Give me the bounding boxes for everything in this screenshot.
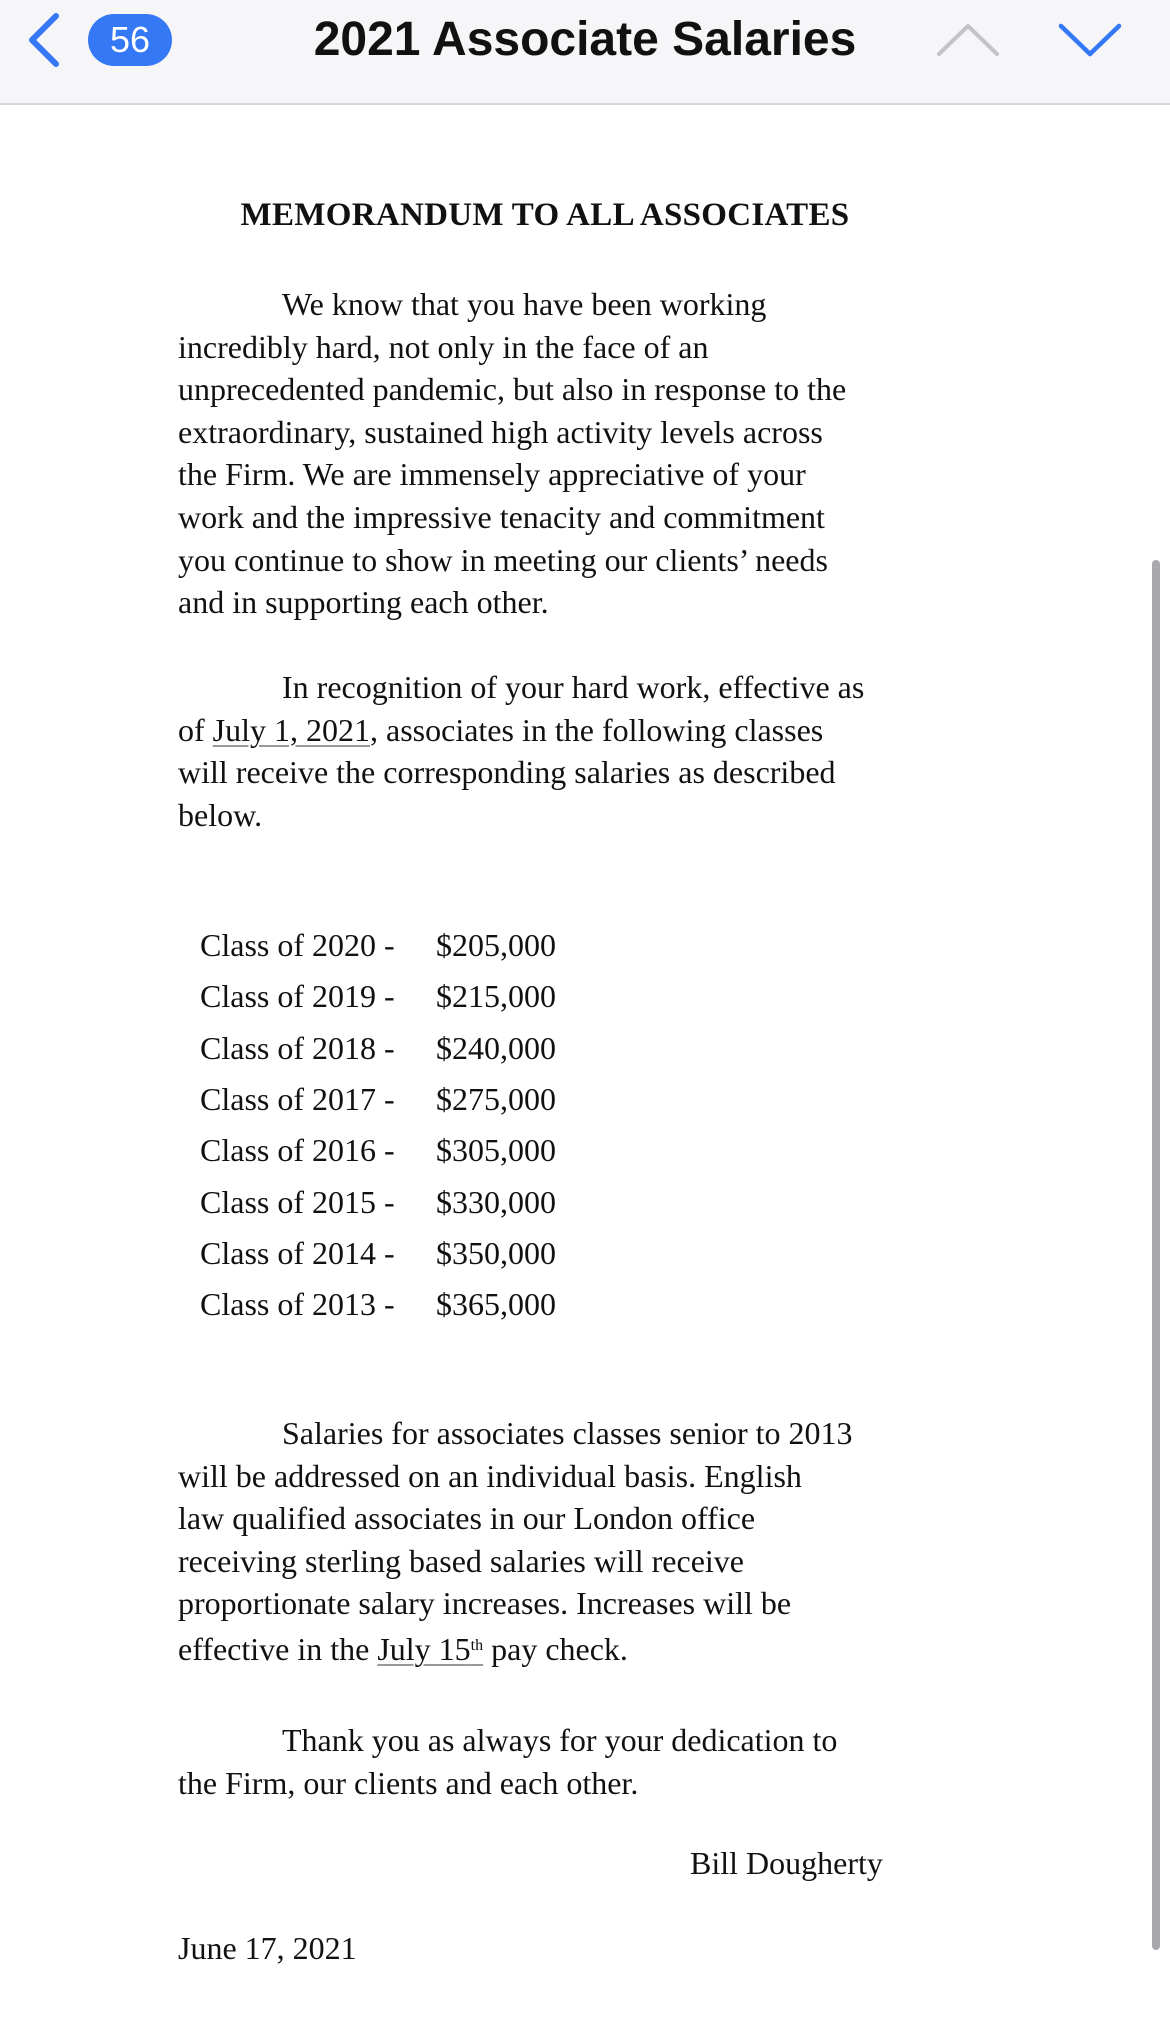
class-year: Class of 2018 - [200, 1029, 395, 1066]
text-line: will be addressed on an individual basis. English [178, 1457, 802, 1494]
memo-date: June 17, 2021 [178, 1930, 357, 1966]
message-count-badge[interactable]: 56 [88, 14, 172, 66]
text-line: receiving sterling based salaries will receive [178, 1542, 744, 1579]
paragraph-thanks [178, 1719, 918, 1804]
text-fragment: , associates in the following classes [370, 711, 824, 748]
text-fragment: pay check. [483, 1630, 628, 1667]
text-line: you continue to show in meeting our clients’ needs [178, 541, 828, 578]
text-line: Salaries for associates classes senior to 2013 [282, 1415, 853, 1451]
memo-heading: MEMORANDUM TO ALL ASSOCIATES [240, 197, 850, 233]
text-line: and in supporting each other. [178, 584, 549, 621]
navigation-bar [0, 0, 1170, 105]
signature-name: Bill Dougherty [690, 1845, 883, 1881]
text-line: below. [178, 796, 263, 833]
text-fragment: effective in the [178, 1630, 378, 1667]
class-year: Class of 2014 - [200, 1234, 395, 1271]
class-year: Class of 2015 - [200, 1183, 395, 1220]
date-text: July 15 [377, 1630, 471, 1667]
class-year: Class of 2016 - [200, 1132, 395, 1169]
text-line: the Firm, our clients and each other. [178, 1764, 639, 1801]
text-line: proportionate salary increases. Increases will be [178, 1585, 792, 1622]
class-year: Class of 2017 - [200, 1081, 395, 1118]
chevron-down-icon [1057, 22, 1123, 58]
class-year: Class of 2013 - [200, 1286, 395, 1323]
scrollbar[interactable] [1152, 560, 1160, 1950]
table-row [200, 920, 556, 971]
salary-table [200, 920, 556, 1330]
salary-amount: $350,000 [436, 1234, 556, 1271]
table-row [200, 1074, 556, 1125]
chevron-up-icon [935, 22, 1001, 58]
next-message-button[interactable] [1054, 10, 1126, 70]
text-line: work and the impressive tenacity and commitment [178, 498, 825, 535]
text-line: Thank you as always for your dedication to [282, 1722, 838, 1758]
previous-message-button[interactable] [932, 10, 1004, 70]
salary-amount: $275,000 [436, 1081, 556, 1118]
paragraph-senior-classes [178, 1412, 918, 1671]
paragraph-appreciation [178, 283, 918, 624]
text-line: extraordinary, sustained high activity levels across [178, 413, 823, 450]
table-row [200, 1228, 556, 1279]
salary-amount: $330,000 [436, 1183, 556, 1220]
text-line [178, 1625, 918, 1671]
table-row [200, 1125, 556, 1176]
text-line: We know that you have been working [282, 286, 767, 322]
paragraph-recognition [178, 666, 918, 836]
text-line: unprecedented pandemic, but also in response to the [178, 371, 847, 408]
text-line: law qualified associates in our London office [178, 1500, 756, 1537]
text-line [178, 709, 918, 752]
salary-amount: $215,000 [436, 978, 556, 1015]
chevron-left-icon [26, 12, 62, 68]
salary-amount: $305,000 [436, 1132, 556, 1169]
page-title: 2021 Associate Salaries [313, 13, 857, 66]
salary-amount: $205,000 [436, 927, 556, 964]
date-link[interactable]: July 1, 2021 [212, 711, 370, 748]
ordinal-suffix: th [470, 1636, 484, 1654]
table-row [200, 971, 556, 1022]
back-button[interactable] [18, 6, 70, 74]
text-fragment: of [178, 711, 213, 748]
table-row [200, 1023, 556, 1074]
date-link[interactable] [377, 1631, 483, 1667]
class-year: Class of 2019 - [200, 978, 395, 1015]
text-line: the Firm. We are immensely appreciative of your [178, 456, 806, 493]
table-row [200, 1279, 556, 1330]
salary-amount: $240,000 [436, 1029, 556, 1066]
text-line: will receive the corresponding salaries as described [178, 754, 836, 791]
salary-amount: $365,000 [436, 1286, 556, 1323]
class-year: Class of 2020 - [200, 927, 395, 964]
text-line: incredibly hard, not only in the face of an [178, 328, 709, 365]
text-line: In recognition of your hard work, effective as [282, 669, 865, 705]
table-row [200, 1176, 556, 1227]
